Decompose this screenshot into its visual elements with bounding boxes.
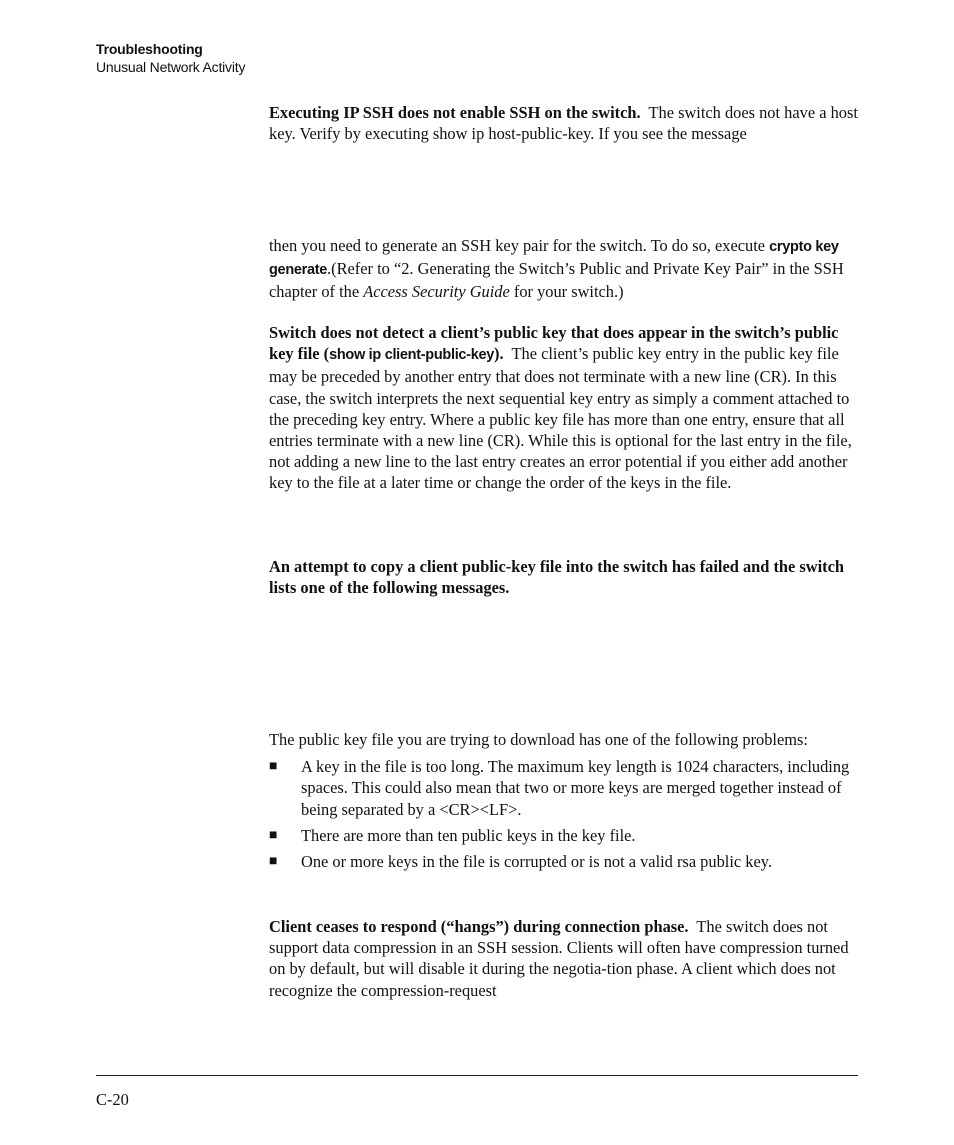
ssh-enable-text: The switch does not have a host key. Verify by executing show ip host-public-key. If you see the message [269,103,858,144]
keygen-text-2: .(Refer to “2. Generating the Switch’s Public and Private Key Pair” in the SSH chapter of the [269,259,844,302]
list-item: ■ There are more than ten public keys in the key file. [269,825,636,845]
section-problems [269,729,861,877]
keygen-command: crypto key generate [269,239,839,279]
section-hangs [269,916,861,1001]
problems-intro: The public key file you are trying to download has one of the following problems: [269,730,808,749]
hangs-heading: Client ceases to respond (“hangs”) during connection phase. [269,917,689,936]
section-copy-fail [269,556,861,598]
section-client-key [269,322,861,494]
problems-list [269,756,861,872]
hangs-text: The switch does not support data compression in an SSH session. Clients will often have compression turned on by default, but will disable it during the negotia-tion phase. A client which does not recognize the compression-request [269,917,849,1000]
ssh-enable-heading: Executing IP SSH does not enable SSH on the switch. [269,103,641,122]
client-key-heading-2: ). [494,344,504,364]
footer-divider [96,1075,858,1076]
client-key-command: show ip client-public-key [329,347,495,364]
page-number: C-20 [96,1090,129,1109]
bullet-square-icon: ■ [269,759,278,775]
list-item: ■ A key in the file is too long. The maximum key length is 1024 characters, including spaces. This could also mean that two or more keys are merged together instead of being separated by a <CR><LF>. [269,757,850,819]
keygen-guide-title: Access Security Guide [363,282,510,302]
running-header-title: Troubleshooting [96,41,203,57]
client-key-text: The client’s public key entry in the public key file may be preceded by another entry that does not terminate with a new line (CR). In this case, the switch interprets the next sequential key entry as simply a comment attached to the preceding key entry. Where a public key file has more than one entry, ensure that all entries terminate with a new line (CR). While this is optional for the last entry in the file, not adding a new line to the last entry creates an error potential if you either add another key to the file at a later time or change the order of the keys in the file. [269,344,852,493]
bullet-square-icon: ■ [269,854,278,870]
keygen-text-1: then you need to generate an SSH key pair for the switch. To do so, execute [269,236,770,255]
list-item: ■ One or more keys in the file is corrupted or is not a valid rsa public key. [269,852,772,872]
section-keygen [269,235,861,303]
running-header-subtitle: Unusual Network Activity [96,59,246,75]
client-key-heading-1: Switch does not detect a client’s public key that does appear in the switch’s public key file ( [269,323,839,364]
section-ssh-enable [269,102,861,144]
keygen-text-3: for your switch.) [509,282,624,302]
bullet-square-icon: ■ [269,827,278,843]
copy-fail-heading: An attempt to copy a client public-key file into the switch has failed and the switch lists one of the following messages. [269,557,845,598]
